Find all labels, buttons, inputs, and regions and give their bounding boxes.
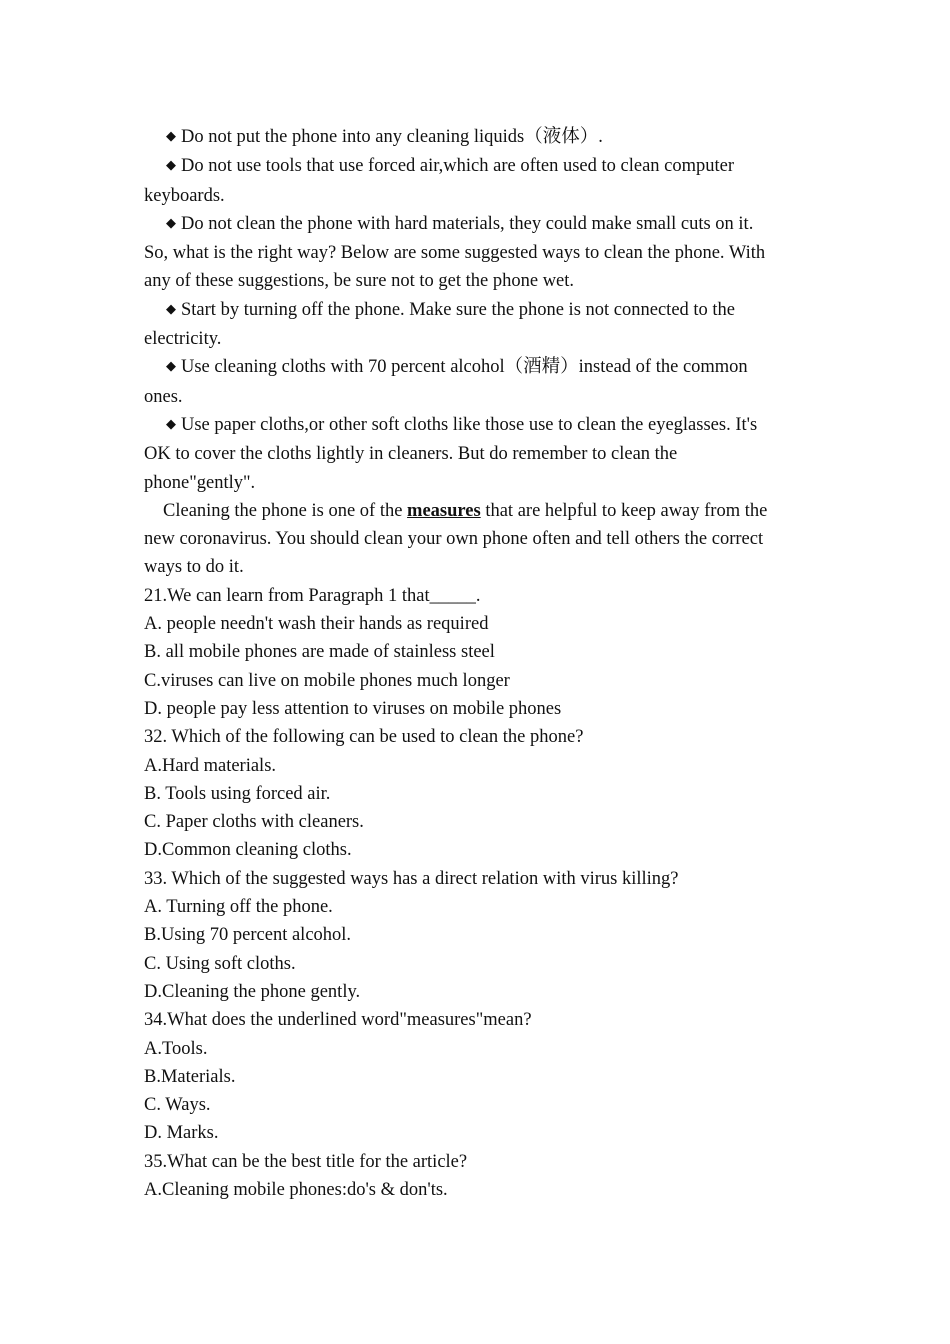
underlined-word-measures: measures (407, 500, 481, 521)
closing-paragraph-line: new coronavirus. You should clean your own phone often and tell others the correct (144, 529, 764, 550)
answer-option: C. Ways. (144, 1095, 211, 1116)
transition-line: any of these suggestions, be sure not to get the phone wet. (144, 271, 575, 292)
answer-option: D. people pay less attention to viruses on mobile phones (144, 698, 562, 719)
answer-option: A.Hard materials. (144, 755, 277, 776)
tip-text: Do not clean the phone with hard materials, they could make small cuts on it. (181, 213, 754, 234)
closing-paragraph-line (144, 497, 794, 525)
diamond-bullet-icon: ◆ (166, 157, 176, 173)
answer-option: B. all mobile phones are made of stainless steel (144, 642, 495, 663)
tip-continuation: keyboards. (144, 185, 225, 206)
answer-option: B.Materials. (144, 1066, 236, 1087)
question-stem: 21.We can learn from Paragraph 1 that_____. (144, 585, 481, 606)
answer-option: B.Using 70 percent alcohol. (144, 925, 352, 946)
closing-text: Cleaning the phone is one of the (163, 500, 408, 521)
answer-option: C. Paper cloths with cleaners. (144, 812, 364, 833)
tip-no-liquids (144, 123, 794, 152)
question-stem: 32. Which of the following can be used to clean the phone? (144, 727, 584, 748)
suggestion-text: Use paper cloths,or other soft cloths like those use to clean the eyeglasses. It's (181, 414, 758, 435)
answer-option: D. Marks. (144, 1123, 219, 1144)
suggestion-text: Use cleaning cloths with 70 percent alcohol（酒精）instead of the common (181, 357, 748, 378)
answer-option: A. people needn't wash their hands as required (144, 614, 489, 635)
suggestion-continuation: electricity. (144, 329, 222, 350)
answer-option: A.Cleaning mobile phones:do's & don'ts. (144, 1179, 448, 1200)
suggestion-continuation: phone"gently". (144, 472, 256, 493)
question-stem: 34.What does the underlined word"measures"mean? (144, 1010, 532, 1031)
diamond-bullet-icon: ◆ (166, 358, 176, 374)
transition-line: So, what is the right way? Below are some suggested ways to clean the phone. With (144, 243, 766, 264)
tip-no-forced-air (144, 152, 794, 181)
suggestion-continuation: OK to cover the cloths lightly in cleaners. But do remember to clean the (144, 444, 678, 465)
question-stem: 35.What can be the best title for the article? (144, 1151, 468, 1172)
tip-text: Do not put the phone into any cleaning liquids（液体）. (181, 127, 603, 147)
tip-text: Do not use tools that use forced air,which are often used to clean computer (181, 156, 735, 177)
suggestion-text: Start by turning off the phone. Make sure the phone is not connected to the (181, 299, 736, 320)
closing-paragraph-line: ways to do it. (144, 557, 244, 578)
document-page (144, 123, 794, 1204)
answer-option: C. Using soft cloths. (144, 953, 296, 974)
question-stem: 33. Which of the suggested ways has a direct relation with virus killing? (144, 868, 679, 889)
suggestion-soft-cloths (144, 411, 794, 440)
tip-no-hard-materials (144, 210, 794, 239)
diamond-bullet-icon: ◆ (166, 300, 176, 316)
suggestion-alcohol (144, 353, 794, 382)
answer-option: D.Cleaning the phone gently. (144, 981, 361, 1002)
answer-option: C.viruses can live on mobile phones much longer (144, 670, 510, 691)
answer-option: A. Turning off the phone. (144, 897, 333, 918)
answer-option: A.Tools. (144, 1038, 208, 1059)
suggestion-turn-off (144, 296, 794, 325)
diamond-bullet-icon: ◆ (166, 214, 176, 230)
closing-text: that are helpful to keep away from the (480, 500, 768, 521)
answer-option: B. Tools using forced air. (144, 783, 331, 804)
suggestion-continuation: ones. (144, 386, 183, 407)
diamond-bullet-icon: ◆ (166, 128, 176, 143)
diamond-bullet-icon: ◆ (166, 415, 176, 431)
answer-option: D.Common cleaning cloths. (144, 840, 352, 861)
